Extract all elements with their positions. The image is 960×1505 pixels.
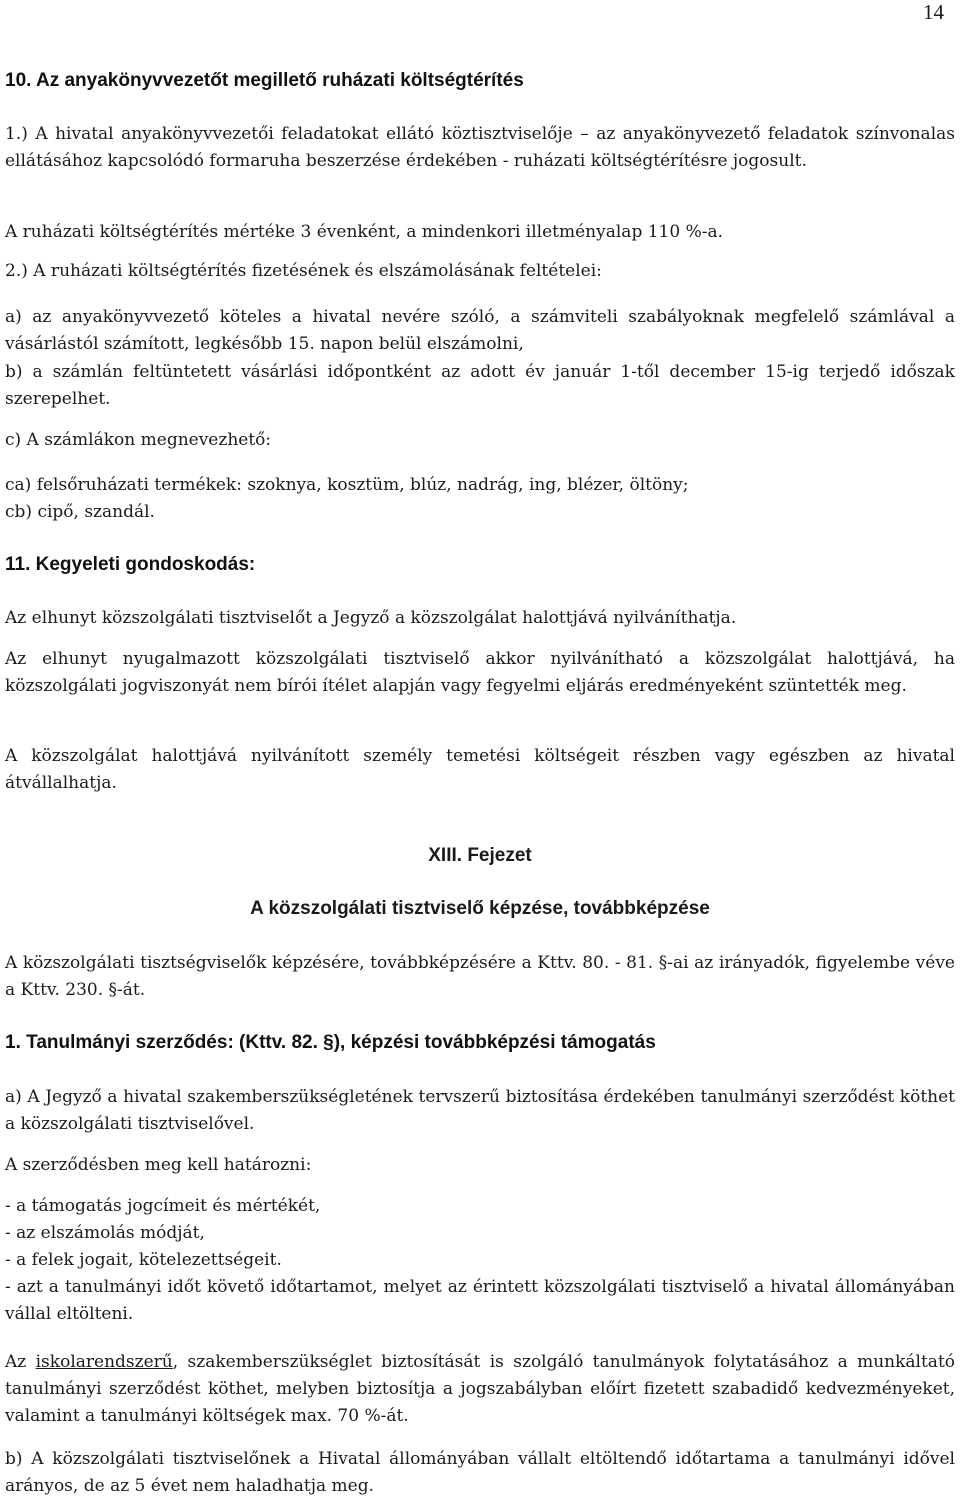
section-10-item-c: c) A számlákon megnevezhető: [5,430,272,450]
section-10-paragraph-3: 2.) A ruházati költségtérítés fizetésének és elszámolásának feltételei: [5,261,602,281]
subsection-1-paragraph-2: A szerződésben meg kell határozni: [5,1155,312,1175]
section-10-item-a: a) az anyakönyvvezető köteles a hivatal nevére szóló, a számviteli szabályoknak megfelelő számlával a vásárlástól számított, legkésőbb 15. napon belül elszámolni, [5,307,955,354]
section-10-paragraph-2: A ruházati költségtérítés mértéke 3 évenként, a mindenkori illetményalap 110 %-a. [5,222,724,242]
section-10-item-b: b) a számlán feltüntetett vásárlási időpontként az adott év január 1-től december 15-ig terjedő időszak szerepelhet. [5,362,955,409]
list-item: - a támogatás jogcímeit és mértékét, [5,1196,321,1216]
list-item: - azt a tanulmányi időt követő időtartamot, melyet az érintett közszolgálati tisztviselő a hivatal állományában vállal eltölteni. [5,1277,955,1324]
paragraph-3-prefix: Az [5,1352,36,1372]
section-10-paragraph-1: 1.) A hivatal anyakönyvvezetői feladatokat ellátó köztisztviselője – az anyakönyvezető feladatok színvonalas ellátásához kapcsolódó formaruha beszerzése érdekében - ruházati költségtérítésre jogosult. [5,124,955,171]
subsection-1-item-a: a) A Jegyző a hivatal szakemberszükségletének tervszerű biztosítása érdekében tanulmányi szerződést köthet a közszolgálati tisztviselővel. [5,1087,955,1134]
chapter-number: XIII. Fejezet [428,845,532,866]
subsection-1-title: 1. Tanulmányi szerződés: (Kttv. 82. §), képzési továbbképzési támogatás [5,1032,656,1053]
paragraph-3-rest: , szakemberszükséglet biztosítását is szolgáló tanulmányok folytatásához a munkáltató tanulmányi szerződést köthet, melyben biztosítja a jogszabályban előírt fizetett szabadidő kedvezményeket, valamint a tanulmányi költségek max. 70 %-át. [5,1352,956,1426]
section-10-item-ca: ca) felsőruházati termékek: szoknya, kosztüm, blúz, nadrág, ing, blézer, öltöny; [5,475,689,495]
section-11-paragraph-2: Az elhunyt nyugalmazott közszolgálati tisztviselő akkor nyilvánítható a közszolgálat halottjává, ha közszolgálati jogviszonyát nem bírói ítélet alapján vagy fegyelmi eljárás eredményeként szüntették meg. [5,649,955,696]
section-11-paragraph-1: Az elhunyt közszolgálati tisztviselőt a Jegyző a közszolgálat halottjává nyilváníthatja. [5,608,737,628]
chapter-title: A közszolgálati tisztviselő képzése, továbbképzése [250,898,710,919]
section-10-title: 10. Az anyakönyvvezetőt megillető ruházati költségtérítés [5,70,524,91]
page-number: 14 [923,0,944,24]
subsection-1-paragraph-3 [5,1349,955,1430]
iskolarendszeru-term: iskolarendszerű [35,1352,173,1372]
subsection-1-item-b: b) A közszolgálati tisztviselőnek a Hivatal állományában vállalt eltöltendő időtartama a tanulmányi idővel arányos, de az 5 évet nem haladhatja meg. [5,1449,955,1496]
section-11-paragraph-3: A közszolgálat halottjává nyilvánított személy temetési költségeit részben vagy egészben az hivatal átvállalhatja. [5,746,955,793]
requirements-list [5,1193,955,1328]
section-11-title: 11. Kegyeleti gondoskodás: [5,554,256,575]
section-10-item-cb: cb) cipő, szandál. [5,502,155,522]
list-item: - az elszámolás módját, [5,1223,205,1243]
list-item: - a felek jogait, kötelezettségeit. [5,1250,282,1270]
chapter-intro: A közszolgálati tisztségviselők képzésére, továbbképzésére a Kttv. 80. - 81. §-ai az irányadók, figyelembe véve a Kttv. 230. §-át. [5,953,955,1000]
